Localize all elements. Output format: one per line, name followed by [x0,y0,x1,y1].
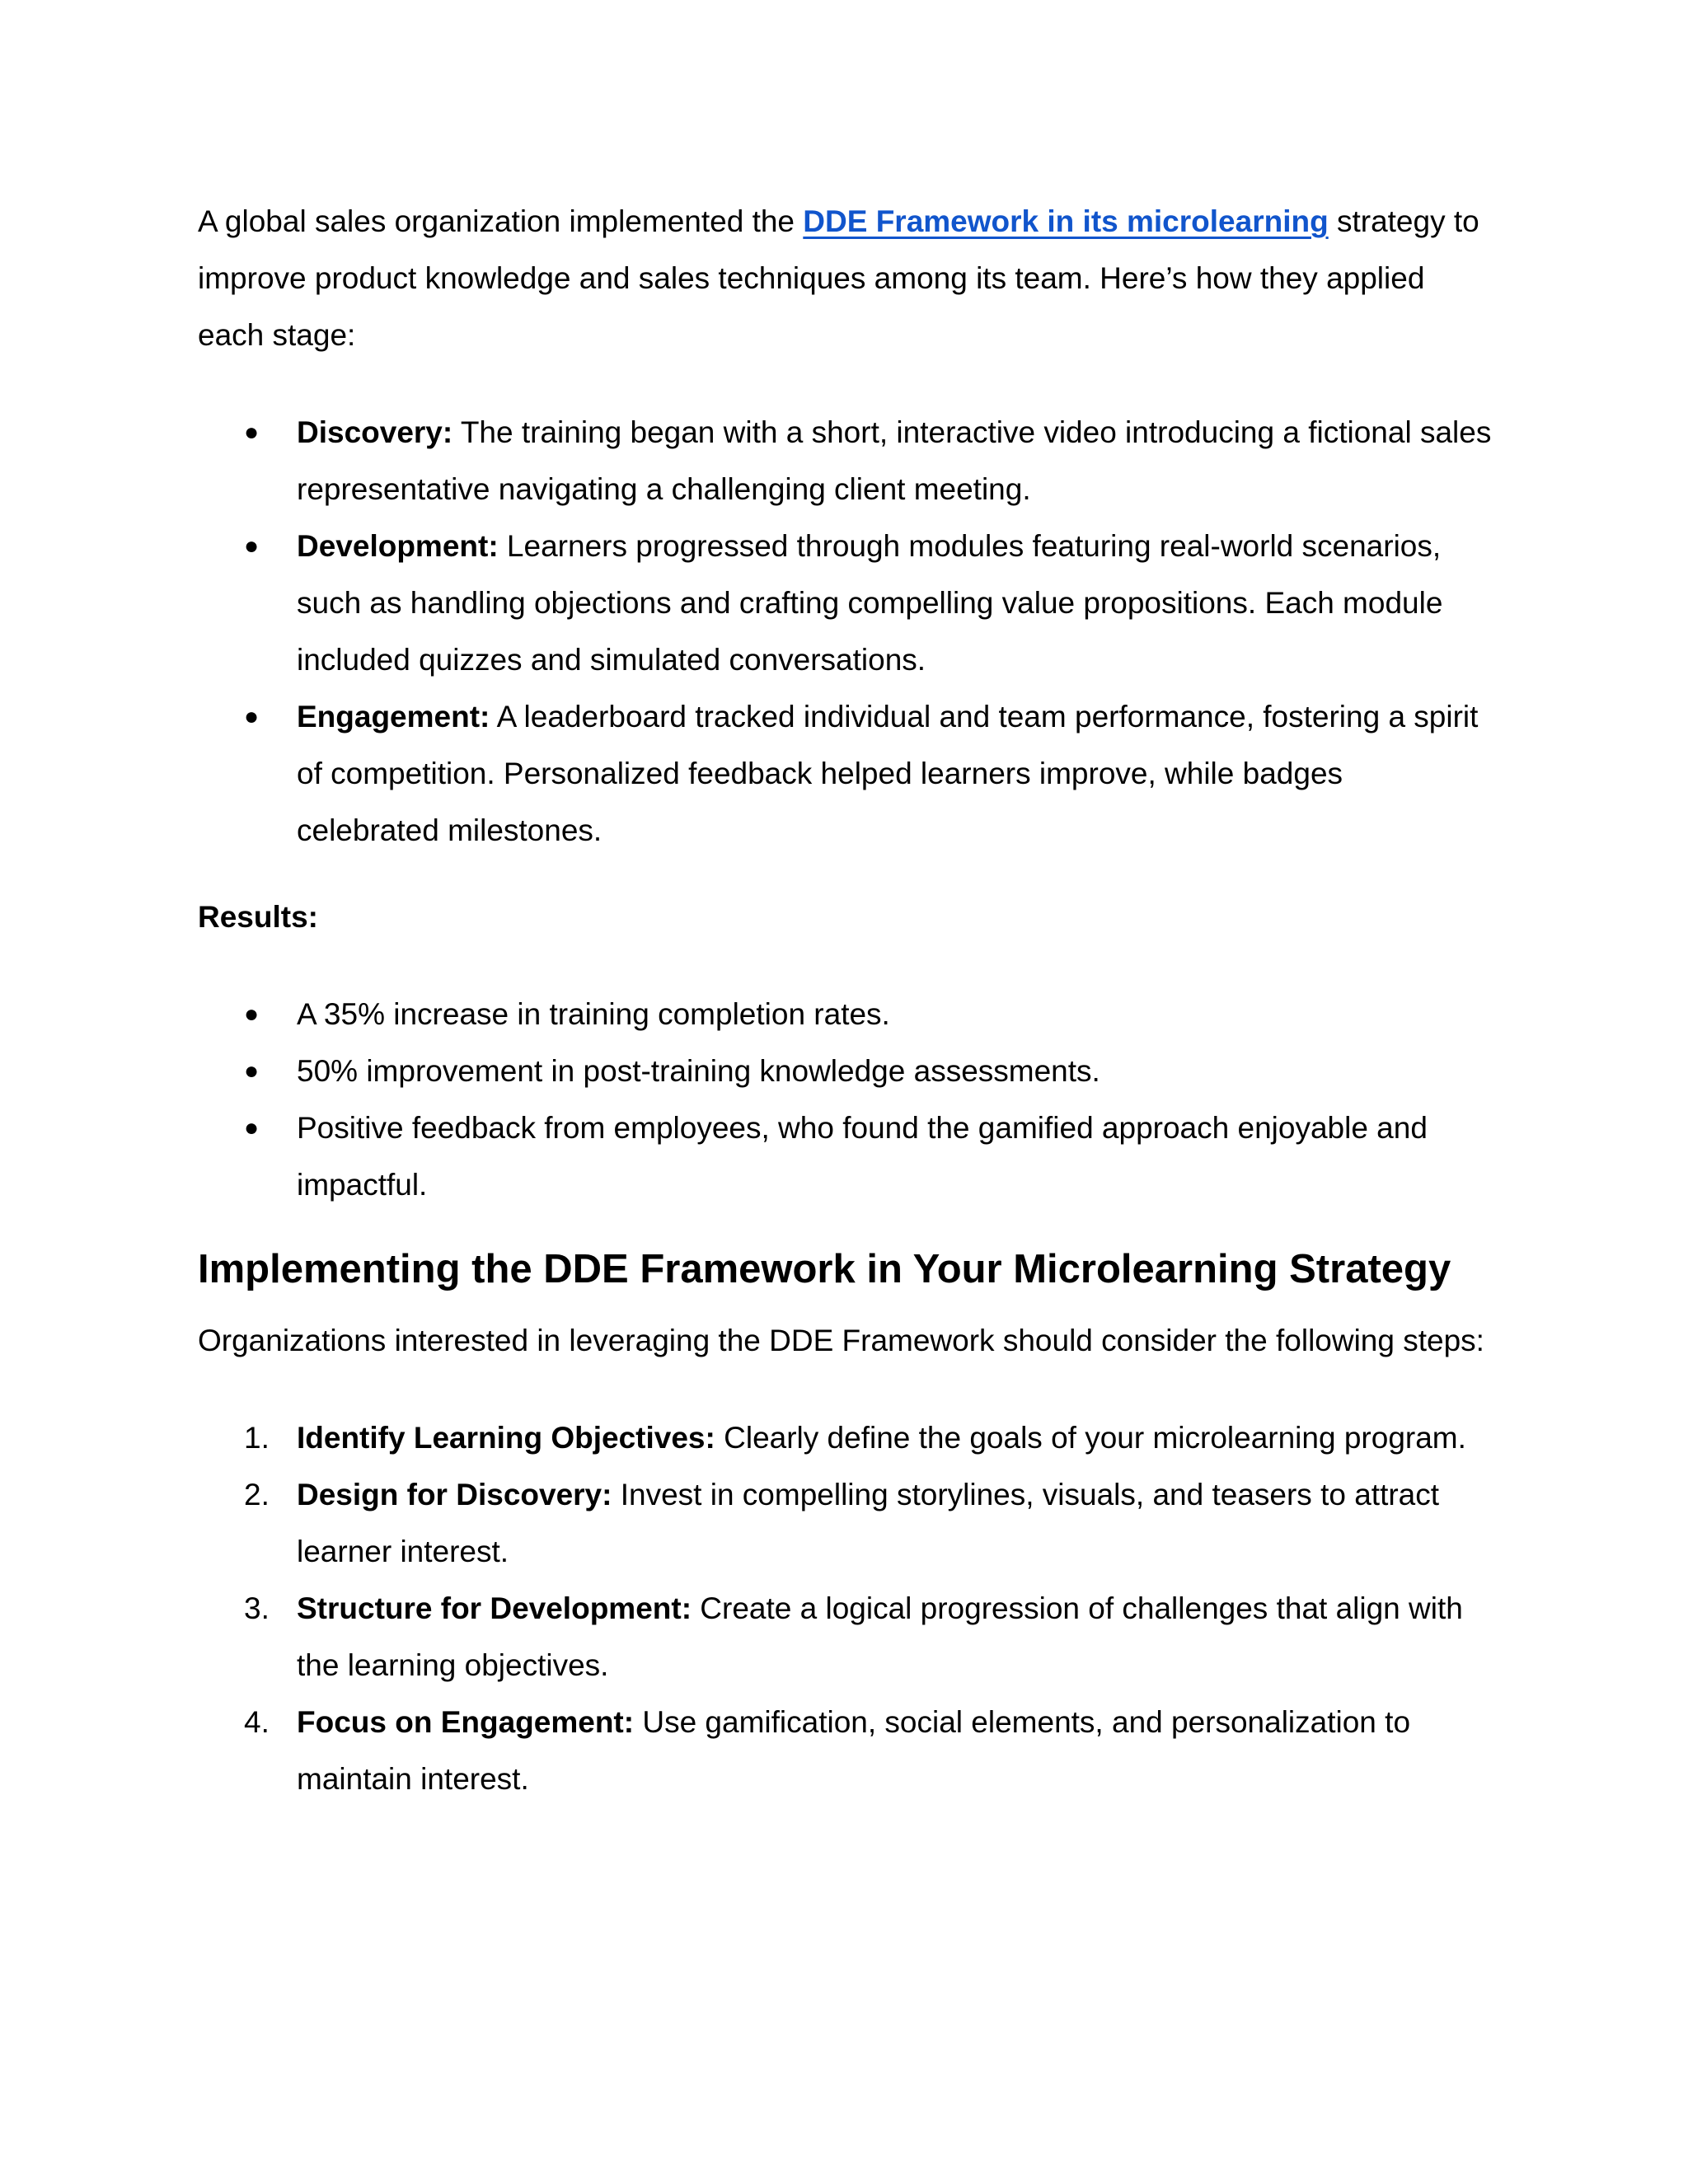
step-text: Invest in compelling storylines, visuals, and teasers to attract learner interest. [297,1478,1440,1568]
step-number: 2. [244,1478,270,1511]
step-term: Identify Learning Objectives: [297,1421,715,1455]
step-number: 4. [244,1705,270,1739]
stage-item-engagement [198,688,1492,859]
bullet-icon: ● [244,703,260,730]
steps-list [198,1409,1492,1807]
bullet-icon: ● [244,1114,260,1141]
stage-term: Discovery: [297,415,453,449]
bullet-icon: ● [244,419,260,446]
step-text: Create a logical progression of challenges that align with the learning objectives. [297,1591,1463,1682]
step-term: Structure for Development: [297,1591,692,1625]
stage-item-discovery [198,404,1492,518]
bullet-icon: ● [244,1057,260,1085]
step-text: Use gamification, social elements, and personalization to maintain interest. [297,1705,1411,1796]
step-item [198,1580,1492,1694]
step-item [198,1409,1492,1466]
section-heading: Implementing the DDE Framework in Your Microlearning Strategy [198,1247,1451,1291]
bullet-icon: ● [244,1001,260,1028]
stage-text: The training began with a short, interactive video introducing a fictional sales representative navigating a challenging client meeting. [297,415,1492,506]
step-text: Clearly define the goals of your microlearning program. [715,1421,1466,1455]
step-item [198,1466,1492,1580]
step-term: Design for Discovery: [297,1478,612,1511]
stage-term: Development: [297,529,499,563]
result-item [198,1099,1492,1213]
intro-text-before-link: A global sales organization implemented the [198,204,804,238]
intro-text-after-link: strategy to improve product knowledge and sales techniques among its team. Here’s how they applied each stage: [198,204,1479,352]
step-number: 1. [244,1421,270,1455]
result-item [198,986,1492,1043]
bullet-icon: ● [244,532,260,560]
stage-text: A leaderboard tracked individual and team performance, fostering a spirit of competition. Personalized feedback helped learners improve, while badges celebrated milestones. [297,700,1479,847]
stage-item-development [198,518,1492,688]
steps-intro-paragraph: Organizations interested in leveraging the DDE Framework should consider the following steps: [198,1324,1484,1357]
stage-text: Learners progressed through modules featuring real-world scenarios, such as handling objections and crafting compelling value propositions. Each module included quizzes and simulated conversations. [297,529,1443,677]
step-number: 3. [244,1591,270,1625]
results-list [198,986,1492,1213]
stages-list [198,404,1492,859]
intro-paragraph [198,193,1492,363]
dde-framework-link[interactable]: DDE Framework in its microlearning [803,204,1329,238]
results-heading: Results: [198,900,318,934]
step-term: Focus on Engagement: [297,1705,635,1739]
step-item [198,1694,1492,1807]
result-text: 50% improvement in post-training knowledge assessments. [297,1054,1100,1088]
result-text: A 35% increase in training completion rates. [297,997,890,1031]
result-text: Positive feedback from employees, who found the gamified approach enjoyable and impactful. [297,1111,1428,1202]
stage-term: Engagement: [297,700,490,733]
result-item [198,1043,1492,1099]
document-content [198,193,1492,1807]
